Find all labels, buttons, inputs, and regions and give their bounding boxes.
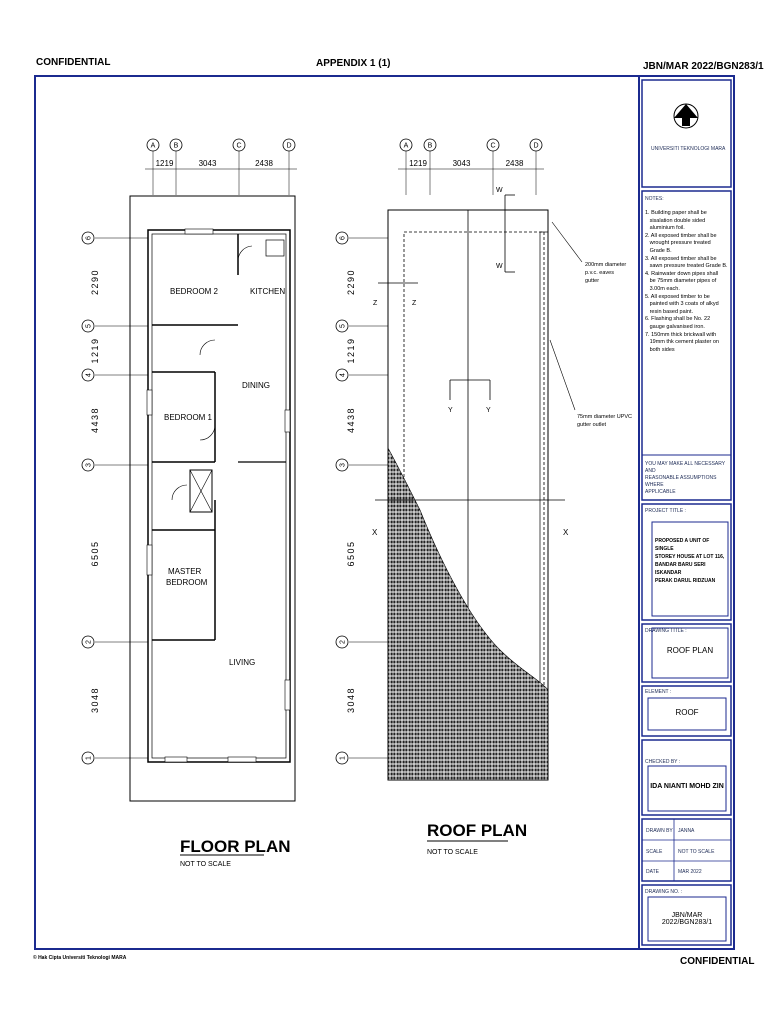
- roof-plan: [372, 187, 632, 856]
- header-confidential: CONFIDENTIAL: [36, 57, 111, 68]
- drawing-title-label: DRAWING TITLE :: [645, 628, 687, 634]
- grid-label-row-6: 6: [85, 236, 93, 240]
- grid-label-row-3: 3: [85, 463, 93, 467]
- col-dim: 1219: [155, 159, 174, 168]
- notes-list: 1. Building paper shall be sisalation double sided aluminium foil. 2. All exposed timber shall be wrought pressure treated Grade B. 3. All exposed timber shall be sawn pressure treated Grade B. 4. Rainwater down pipes shall be 75mm diameter pipes of 3.00m each. 5. All exposed timber to be painted with 3 coats of alkyd resin based paint. 6. Flashing shall be No. 22 gauge galvanised iron. 7. 150mm thick brickwall with 19mm thk cement plaster on both sides: [645, 210, 728, 353]
- annot-gutter-3: gutter: [585, 278, 600, 284]
- drawing-no-value: JBN/MAR 2022/BGN283/1: [661, 912, 713, 926]
- date-label: DATE: [646, 869, 659, 875]
- project-title-label: PROJECT TITLE :: [645, 508, 686, 514]
- grid-label-row-6: 6: [339, 236, 347, 240]
- annot-gutter-1: 200mm diameter: [585, 262, 627, 268]
- sheet-frame: [35, 76, 734, 949]
- section-y-right: Y: [486, 407, 491, 414]
- assumption-note: YOU MAY MAKE ALL NECESSARY AND REASONABLE ASSUMPTIONS WHERE APPLICABLE: [645, 461, 726, 495]
- grid-label-row-2: 2: [85, 640, 93, 644]
- row-dim: 1219: [90, 337, 100, 364]
- room-kitchen: KITCHEN: [250, 287, 286, 296]
- drawn-by-label: DRAWN BY: [646, 828, 673, 834]
- row-dim: 4438: [90, 406, 100, 434]
- grid-label-B: B: [427, 142, 433, 150]
- col-dim: 3043: [198, 159, 217, 168]
- roof-plan-title: ROOF PLAN: [427, 821, 528, 840]
- grid-label-row-4: 4: [85, 373, 93, 377]
- grid-label-A: A: [403, 142, 409, 150]
- row-dim: 3048: [346, 686, 356, 714]
- header-appendix: APPENDIX 1 (1): [316, 58, 391, 69]
- section-x-left: X: [372, 528, 378, 537]
- row-dim: 1219: [346, 337, 356, 364]
- uitm-logo-icon: [674, 104, 698, 128]
- grid-label-B: B: [173, 142, 179, 150]
- room-bedroom-2: BEDROOM 2: [170, 287, 219, 296]
- grid-label-C: C: [236, 142, 242, 150]
- room-bedroom-1: BEDROOM 1: [164, 413, 213, 422]
- checked-by-label: CHECKED BY :: [645, 759, 681, 765]
- drawing-title: ROOF PLAN: [666, 646, 714, 655]
- roof-plan-scale: NOT TO SCALE: [427, 849, 478, 856]
- grid-label-row-1: 1: [339, 756, 347, 760]
- section-w-top: W: [496, 187, 503, 194]
- scale-label: SCALE: [646, 849, 663, 855]
- grid-label-D: D: [533, 142, 539, 150]
- section-z-left: Z: [373, 300, 378, 307]
- grid-label-row-1: 1: [85, 756, 93, 760]
- element-label: ELEMENT :: [645, 689, 672, 695]
- annot-outlet-2: gutter outlet: [577, 422, 607, 428]
- scale-value: NOT TO SCALE: [678, 849, 715, 855]
- row-dim: 2290: [346, 268, 356, 296]
- row-dim: 6505: [346, 540, 356, 567]
- element-value: ROOF: [675, 708, 699, 717]
- footer-copyright: © Hak Cipta Universiti Teknologi MARA: [33, 955, 127, 961]
- row-dim: 3048: [90, 686, 100, 714]
- footer-confidential: CONFIDENTIAL: [680, 956, 755, 967]
- room-master-1: MASTER: [168, 567, 202, 576]
- project-title: PROPOSED A UNIT OF SINGLE STOREY HOUSE AT LOT 116, BANDAR BARU SERI ISKANDAR PERAK DARUL RIDZUAN: [655, 538, 725, 584]
- room-living: LIVING: [229, 658, 256, 667]
- grid-label-row-5: 5: [85, 324, 93, 328]
- section-y-left: Y: [448, 407, 453, 414]
- floor-plan-title: FLOOR PLAN: [180, 837, 291, 856]
- section-w-bottom: W: [496, 263, 503, 270]
- grid-label-D: D: [286, 142, 292, 150]
- grid-label-row-4: 4: [339, 373, 347, 377]
- floor-plan: [130, 196, 295, 868]
- room-master-2: BEDROOM: [166, 578, 208, 587]
- university-name: UNIVERSITI TEKNOLOGI MARA: [651, 146, 726, 152]
- col-dim: 3043: [452, 159, 471, 168]
- col-dim: 2438: [505, 159, 524, 168]
- date-value: MAR 2022: [678, 869, 702, 875]
- row-dim: 2290: [90, 268, 100, 296]
- annot-gutter-2: p.v.c. eaves: [585, 270, 614, 276]
- section-z-right: Z: [412, 300, 417, 307]
- grid-label-row-2: 2: [339, 640, 347, 644]
- grid-label-row-5: 5: [339, 324, 347, 328]
- grid-label-C: C: [490, 142, 496, 150]
- room-dining: DINING: [242, 381, 270, 390]
- drawing-no-label: DRAWING NO. :: [645, 889, 683, 895]
- notes-label: NOTES:: [645, 196, 664, 202]
- col-dim: 1219: [409, 159, 427, 168]
- row-dim: 4438: [346, 406, 356, 434]
- grid-label-row-3: 3: [339, 463, 347, 467]
- floor-walls: [148, 230, 290, 762]
- header-reference: JBN/MAR 2022/BGN283/1: [643, 61, 764, 72]
- checked-by-value: IDA NIANTI MOHD ZIN: [650, 783, 724, 790]
- annot-outlet-1: 75mm diameter UPVC: [577, 414, 633, 420]
- row-dim: 6505: [90, 540, 100, 567]
- drawn-by-value: JANNA: [678, 828, 695, 834]
- col-dim: 2438: [255, 159, 273, 168]
- floor-plan-scale: NOT TO SCALE: [180, 861, 231, 868]
- grid-label-A: A: [150, 142, 156, 150]
- section-x-right: X: [563, 528, 569, 537]
